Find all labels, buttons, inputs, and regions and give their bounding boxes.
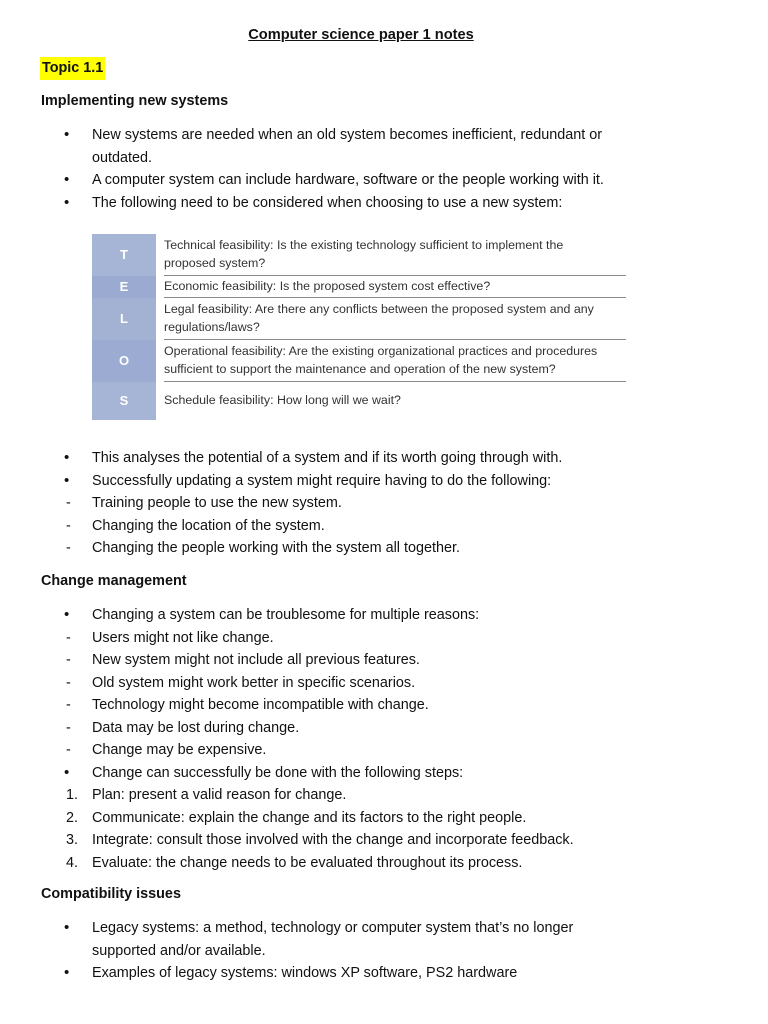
- telos-letter: L: [92, 298, 156, 340]
- list-item: - New system might not include all previous features.: [66, 649, 740, 672]
- list-item: - Changing the location of the system.: [66, 515, 740, 538]
- telos-row-technical: [92, 234, 626, 276]
- telos-row-schedule: [92, 382, 626, 420]
- change-management-bullet-list: [0, 604, 740, 874]
- list-item: - Users might not like change.: [66, 627, 740, 650]
- list-item: - Change may be expensive.: [66, 739, 740, 762]
- heading-compatibility-issues: Compatibility issues: [41, 886, 181, 902]
- telos-letter: E: [92, 276, 156, 298]
- implementing-bullet-list: [0, 124, 740, 214]
- telos-letter: S: [92, 382, 156, 420]
- list-item: 3. Integrate: consult those involved with the change and incorporate feedback.: [66, 832, 574, 848]
- telos-feasibility-table: [92, 234, 626, 420]
- telos-row-operational: [92, 340, 626, 382]
- telos-row-economic: [92, 276, 626, 298]
- telos-letter: O: [92, 340, 156, 382]
- telos-description: Schedule feasibility: How long will we wait?: [164, 393, 401, 408]
- list-item: 4. Evaluate: the change needs to be evaluated throughout its process.: [66, 854, 523, 871]
- list-item: • A computer system can include hardware, software or the people working with it.: [0, 169, 740, 192]
- list-item: - Old system might work better in specific scenarios.: [66, 672, 740, 695]
- change-steps-list: [66, 784, 740, 874]
- analysis-bullet-list: [0, 447, 740, 560]
- compatibility-bullet-list: [0, 917, 740, 985]
- list-item: • Change can successfully be done with the following steps: 1. Plan: present a valid reason for change. 2. Communicate: explain the change and its factors to the right people. 3. Integrate: consult those involved with the change and incorporate feedback. 4. Evaluate: the change needs to be evaluated throughout its process.: [0, 762, 740, 875]
- page-title: Computer science paper 1 notes: [248, 27, 474, 43]
- list-item: • Changing a system can be troublesome for multiple reasons: - Users might not like change. - New system might not include all previous features. - Old system might work better in specific scenarios. - Technology might become incompatible with change. - Data may be lost during change. - Change may be expensive.: [0, 604, 740, 762]
- list-item: • Legacy systems: a method, technology or computer system that’s no longer supported and/or available.: [0, 917, 632, 962]
- change-reasons-list: [92, 627, 740, 762]
- telos-letter: T: [92, 234, 156, 276]
- list-item: - Changing the people working with the system all together.: [66, 537, 740, 560]
- list-item: • This analyses the potential of a system and if its worth going through with.: [0, 447, 740, 470]
- heading-change-management: Change management: [41, 573, 187, 589]
- list-item: • Successfully updating a system might require having to do the following: - Training people to use the new system. - Changing the location of the system. - Changing the people working with the system all together.: [0, 470, 740, 560]
- list-item: • New systems are needed when an old system becomes inefficient, redundant or outdated.: [0, 124, 652, 169]
- telos-description: Economic feasibility: Is the proposed system cost effective?: [164, 276, 626, 298]
- list-item: - Training people to use the new system.: [66, 492, 740, 515]
- telos-description: Legal feasibility: Are there any conflicts between the proposed system and any regulations/laws?: [164, 298, 626, 340]
- heading-implementing-new-systems: Implementing new systems: [41, 93, 229, 109]
- topic-label: Topic 1.1: [40, 57, 105, 80]
- list-item: • Examples of legacy systems: windows XP software, PS2 hardware: [0, 962, 740, 985]
- list-item: 1. Plan: present a valid reason for change.: [66, 787, 347, 803]
- telos-row-legal: [92, 298, 626, 340]
- list-item: - Data may be lost during change.: [66, 717, 740, 740]
- update-requirements-list: [92, 492, 740, 560]
- list-item: • The following need to be considered when choosing to use a new system:: [0, 192, 740, 215]
- telos-description: Operational feasibility: Are the existing organizational practices and procedures sufficient to support the maintenance and operation of the new system?: [164, 340, 626, 382]
- telos-description: Technical feasibility: Is the existing technology sufficient to implement the proposed system?: [164, 234, 626, 276]
- list-item: - Technology might become incompatible with change.: [66, 694, 740, 717]
- list-item: 2. Communicate: explain the change and its factors to the right people.: [66, 809, 527, 826]
